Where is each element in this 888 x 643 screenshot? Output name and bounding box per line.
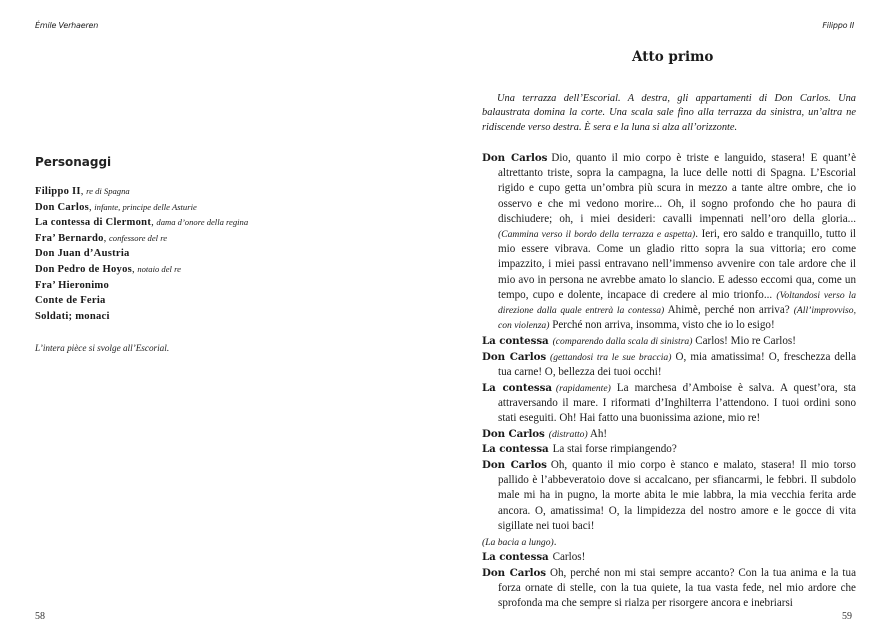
character-description: confessore del re (108, 232, 168, 243)
cast-list (35, 184, 248, 324)
cast-separator: , (80, 186, 87, 197)
character-name: Conte de Feria (35, 295, 106, 307)
opening-stage-direction: Una terrazza dell’Escorial. A destra, gli appartamenti di Don Carlos. Una balaustrata domina la corte. Una scala sale fino alla terrazza da sinistra, un’altra ne ridiscende verso destra. È sera e la luna si alza all’orizzonte. (482, 93, 856, 133)
character-name: Don Pedro de Hoyos (35, 263, 133, 275)
speech (482, 442, 856, 457)
speech (482, 566, 856, 612)
stage-direction: (Voltandosi verso la direzione dalla quale entrerà la contessa) (498, 289, 856, 317)
speech (482, 458, 856, 534)
cast-item (35, 309, 248, 325)
cast-item (35, 200, 248, 216)
page-number-right: 59 (842, 611, 852, 622)
cast-item (35, 246, 248, 262)
speech (482, 334, 856, 349)
speech-text: O, mia amatissima! O, freschezza della tua carne! O, bellezza dei tuoi occhi! (498, 350, 856, 378)
right-page (444, 0, 888, 643)
cast-separator: , (132, 263, 138, 275)
character-name: Don Carlos (35, 201, 89, 213)
act-title: Atto primo (632, 49, 714, 65)
stage-direction: (distratto) (548, 428, 588, 440)
speaker-name: La contessa (482, 443, 549, 456)
speech-text: Dio, quanto il mio corpo è triste e languido, stasera! E quant’è altrettanto triste, sopra la campagna, la luce delle notti di Spagna. L’Escorial rigido e cupo getta un’ombra più scura in mezzo a tante altre ombre, che io osservo e che mi vedono morire... Oh, il sogno profondo che ho paura di dischiudere; oh, i miei desideri: cavalli impennati nell’oro della gloria... (498, 152, 857, 225)
speech (482, 550, 856, 565)
speech-text: La marchesa d’Amboise è salva. A quest’ora, sta attraversando il mare. I riformati d’Inghilterra l’attendono. I tuoi ordini sono stati eseguiti. Oh! Hai fatto una buonissima azione, mio re! (498, 381, 856, 424)
speaker-name: Don Carlos (482, 459, 547, 472)
speech-text: Perché non arriva, insomma, visto che io lo esigo! (549, 319, 775, 332)
stage-direction: (comparendo dalla scala di sinistra) (552, 335, 693, 347)
cast-item (35, 278, 248, 294)
speaker-name: La contessa (482, 381, 552, 394)
running-head-title: Filippo II (822, 21, 854, 30)
speech-text: Oh, perché non mi stai sempre accanto? Con la tua anima e la tua forza ornate di stelle, con la tua quiete, la tua vasta fede, nel mio ardore che sprofonda ma che sempre si rialza per risorgere ancora e inebriarsi (498, 566, 856, 610)
stage-direction: (rapidamente) (555, 382, 611, 394)
speaker-name: La contessa (482, 551, 549, 564)
speech-text: Carlos! (552, 551, 586, 564)
character-name: Fra’ Hieronimo (35, 279, 110, 291)
speaker-name: La contessa (482, 334, 549, 347)
speech-text: La stai forse rimpiangendo? (552, 443, 677, 456)
cast-separator: , (151, 217, 157, 229)
left-page (0, 0, 440, 643)
speech-text: Oh, quanto il mio corpo è stanco e malato, stasera! Il mio torso pallido è l’abbeveratoio dove si accalcano, per sfiancarmi, le febbri. Il subdolo male mi ha in pugno, la morte abita le mie labbra, la mia vecchia ferita arde ancora. O, amatissima! O, la limpidezza del nostro amore e le gocce di vita sigillate nei tuoi baci! (498, 459, 856, 532)
cast-item (35, 231, 248, 247)
stage-direction: (La bacia a lungo) (482, 536, 554, 548)
speech (482, 350, 856, 380)
cast-item (35, 262, 248, 278)
cast-item (35, 184, 248, 200)
stage-direction: (All’improvviso, con violenza) (498, 305, 856, 332)
speaker-name: Don Carlos (482, 566, 546, 579)
character-description: dama d’onore della regina (156, 217, 249, 228)
stage-direction: (Cammina verso il bordo della terrazza e aspetta) (498, 229, 696, 241)
speech-text: Carlos! Mio re Carlos! (692, 334, 796, 347)
speech (482, 381, 856, 427)
speech-text: Ah! (587, 427, 608, 440)
setting-note: L’intera pièce si svolge all’Escorial. (35, 343, 170, 353)
dialogue (482, 151, 856, 612)
character-name: Soldati; monaci (35, 310, 110, 322)
cast-item (35, 293, 248, 309)
cast-heading: Personaggi (35, 155, 112, 169)
cast-separator: , (89, 201, 95, 213)
speech (482, 535, 856, 550)
character-name: Fra’ Bernardo (35, 232, 104, 244)
stage-direction: (gettandosi tra le sue braccia) (550, 351, 672, 363)
character-name: La contessa di Clermont (35, 217, 152, 229)
cast-separator: , (103, 232, 109, 244)
cast-item (35, 215, 248, 231)
speech-text: Ahimè, perché non arriva? (664, 304, 794, 317)
running-head-author: Émile Verhaeren (35, 21, 99, 30)
character-description: re di Spagna (86, 186, 130, 196)
speaker-name: Don Carlos (482, 152, 548, 164)
speech (482, 151, 856, 333)
character-description: infante, principe delle Asturie (94, 201, 197, 212)
speech-text: . Ieri, ero saldo e tranquillo, tutto il mio essere vibrava. Come un gladio ritto sopra la sua vittoria; ero come impazzito, i miei passi entravano nell’immenso avvenire con tale ardore che il mio avo in persona ne avrebbe amato lo slancio. E adesso eccomi qua, come un tempo, cupo e dolente, incapace di credere al mio trionfo... (498, 228, 856, 301)
speech (482, 427, 856, 442)
character-description: notaio del re (137, 263, 181, 274)
speaker-name: Don Carlos (482, 350, 547, 363)
speaker-name: Don Carlos (482, 427, 545, 440)
page-number-left: 58 (35, 611, 45, 622)
speech-text: . (553, 535, 557, 548)
character-name: Filippo II (35, 186, 81, 197)
character-name: Don Juan d’Austria (35, 248, 130, 260)
